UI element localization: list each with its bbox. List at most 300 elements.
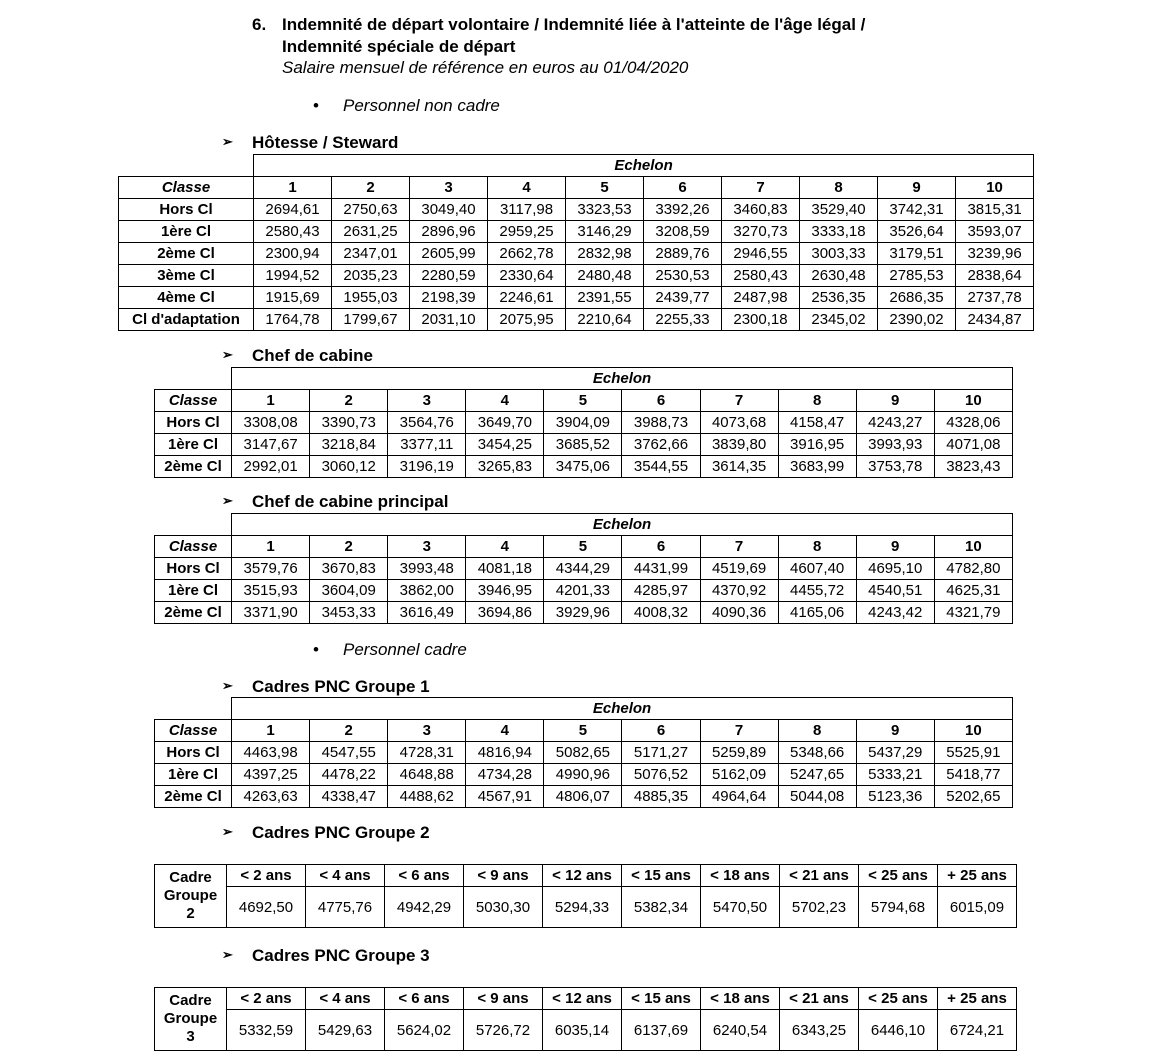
salary-cell: 3049,40 <box>410 199 488 221</box>
seniority-column-header: < 15 ans <box>622 865 701 887</box>
salary-cell: 2480,48 <box>566 265 644 287</box>
row-class-label: Hors Cl <box>155 558 232 580</box>
salary-cell: 2580,43 <box>722 265 800 287</box>
salary-cell: 2959,25 <box>488 221 566 243</box>
salary-cell: 6015,09 <box>938 887 1017 928</box>
salary-cell: 4328,06 <box>934 412 1012 434</box>
row-class-label: 1ère Cl <box>119 221 254 243</box>
salary-cell: 4567,91 <box>466 786 544 808</box>
echelon-column-header: 5 <box>566 177 644 199</box>
salary-cell: 4885,35 <box>622 786 700 808</box>
seniority-column-header: < 9 ans <box>464 988 543 1010</box>
empty-corner-cell <box>155 698 232 720</box>
arrow-bullet-icon: ➢ <box>222 824 233 839</box>
section-label: Hôtesse / Steward <box>252 133 399 152</box>
echelon-column-header: 8 <box>778 536 856 558</box>
echelon-header: Echelon <box>232 698 1013 720</box>
echelon-column-header: 2 <box>310 390 388 412</box>
cadre-groupe-label-line: Groupe <box>163 887 218 904</box>
salary-cell: 3526,64 <box>878 221 956 243</box>
seniority-column-header: < 4 ans <box>306 988 385 1010</box>
salary-cell: 2300,94 <box>254 243 332 265</box>
salary-cell: 3683,99 <box>778 456 856 478</box>
echelon-column-header: 4 <box>488 177 566 199</box>
salary-cell: 3208,59 <box>644 221 722 243</box>
empty-corner-cell <box>155 514 232 536</box>
echelon-column-header: 9 <box>856 536 934 558</box>
subtitle: Salaire mensuel de référence en euros au 01/04/2020 <box>282 58 689 77</box>
salary-cell: 4243,42 <box>856 602 934 624</box>
echelon-column-header: 3 <box>388 390 466 412</box>
salary-cell: 2300,18 <box>722 309 800 331</box>
salary-cell: 5382,34 <box>622 887 701 928</box>
section-chef-de-cabine <box>222 346 622 368</box>
table-row <box>119 199 1034 221</box>
salary-cell: 3988,73 <box>622 412 700 434</box>
salary-cell: 4397,25 <box>232 764 310 786</box>
echelon-column-header: 3 <box>388 536 466 558</box>
echelon-column-header: 9 <box>878 177 956 199</box>
salary-cell: 3564,76 <box>388 412 466 434</box>
salary-cell: 4008,32 <box>622 602 700 624</box>
section-label: Cadres PNC Groupe 3 <box>252 946 430 965</box>
salary-cell: 6137,69 <box>622 1010 701 1051</box>
salary-cell: 4285,97 <box>622 580 700 602</box>
salary-cell: 2330,64 <box>488 265 566 287</box>
table-row <box>155 887 1017 928</box>
salary-cell: 3323,53 <box>566 199 644 221</box>
echelon-column-header: 6 <box>622 720 700 742</box>
salary-cell: 2630,48 <box>800 265 878 287</box>
salary-cell: 3604,09 <box>310 580 388 602</box>
salary-cell: 3003,33 <box>800 243 878 265</box>
section-label: Cadres PNC Groupe 2 <box>252 823 430 842</box>
section-title-line-2: Indemnité spéciale de départ <box>282 37 516 56</box>
salary-cell: 1994,52 <box>254 265 332 287</box>
table-chef-de-cabine-principal <box>154 513 1013 624</box>
seniority-column-header: + 25 ans <box>938 865 1017 887</box>
salary-cell: 1764,78 <box>254 309 332 331</box>
salary-cell: 3333,18 <box>800 221 878 243</box>
echelon-column-header: 6 <box>622 536 700 558</box>
salary-cell: 4321,79 <box>934 602 1012 624</box>
salary-cell: 3196,19 <box>388 456 466 478</box>
salary-cell: 4073,68 <box>700 412 778 434</box>
salary-cell: 5162,09 <box>700 764 778 786</box>
salary-cell: 1955,03 <box>332 287 410 309</box>
salary-cell: 2992,01 <box>232 456 310 478</box>
salary-cell: 3371,90 <box>232 602 310 624</box>
salary-cell: 5333,21 <box>856 764 934 786</box>
salary-cell: 3579,76 <box>232 558 310 580</box>
table-row <box>119 265 1034 287</box>
table-row <box>119 221 1034 243</box>
seniority-column-header: < 12 ans <box>543 988 622 1010</box>
table-row <box>119 287 1034 309</box>
seniority-column-header: < 18 ans <box>701 988 780 1010</box>
salary-cell: 3377,11 <box>388 434 466 456</box>
salary-cell: 4775,76 <box>306 887 385 928</box>
salary-cell: 6035,14 <box>543 1010 622 1051</box>
salary-cell: 3117,98 <box>488 199 566 221</box>
salary-cell: 2832,98 <box>566 243 644 265</box>
salary-cell: 4201,33 <box>544 580 622 602</box>
salary-cell: 5332,59 <box>227 1010 306 1051</box>
salary-cell: 2487,98 <box>722 287 800 309</box>
row-class-label: 1ère Cl <box>155 764 232 786</box>
section-chef-de-cabine-principal <box>222 492 622 514</box>
echelon-column-header: 3 <box>388 720 466 742</box>
table-row <box>155 602 1013 624</box>
seniority-column-header: < 12 ans <box>543 865 622 887</box>
salary-cell: 4695,10 <box>856 558 934 580</box>
echelon-column-header: 2 <box>310 536 388 558</box>
salary-cell: 2605,99 <box>410 243 488 265</box>
salary-cell: 2785,53 <box>878 265 956 287</box>
salary-cell: 4263,63 <box>232 786 310 808</box>
seniority-column-header: < 25 ans <box>859 988 938 1010</box>
salary-cell: 4519,69 <box>700 558 778 580</box>
echelon-header-row <box>155 698 1013 720</box>
arrow-bullet-icon: ➢ <box>222 493 233 508</box>
salary-cell: 4806,07 <box>544 786 622 808</box>
seniority-header-row <box>155 865 1017 887</box>
salary-cell: 3392,26 <box>644 199 722 221</box>
salary-cell: 3614,35 <box>700 456 778 478</box>
salary-cell: 2536,35 <box>800 287 878 309</box>
seniority-column-header: < 6 ans <box>385 865 464 887</box>
salary-cell: 2896,96 <box>410 221 488 243</box>
salary-cell: 3993,48 <box>388 558 466 580</box>
echelon-column-header: 10 <box>934 720 1012 742</box>
salary-cell: 3147,67 <box>232 434 310 456</box>
salary-cell: 5076,52 <box>622 764 700 786</box>
row-class-label: 2ème Cl <box>155 786 232 808</box>
salary-cell: 1915,69 <box>254 287 332 309</box>
salary-cell: 2750,63 <box>332 199 410 221</box>
salary-cell: 3685,52 <box>544 434 622 456</box>
salary-cell: 5294,33 <box>543 887 622 928</box>
salary-cell: 3270,73 <box>722 221 800 243</box>
salary-cell: 2280,59 <box>410 265 488 287</box>
salary-cell: 4607,40 <box>778 558 856 580</box>
salary-cell: 4547,55 <box>310 742 388 764</box>
echelon-column-header: 6 <box>622 390 700 412</box>
salary-cell: 2198,39 <box>410 287 488 309</box>
seniority-column-header: < 4 ans <box>306 865 385 887</box>
echelon-header-row <box>119 155 1034 177</box>
salary-cell: 3454,25 <box>466 434 544 456</box>
salary-cell: 5044,08 <box>778 786 856 808</box>
salary-cell: 2345,02 <box>800 309 878 331</box>
table-row <box>155 434 1013 456</box>
echelon-column-header: 1 <box>232 390 310 412</box>
salary-cell: 2580,43 <box>254 221 332 243</box>
row-class-label: 2ème Cl <box>155 456 232 478</box>
echelon-header: Echelon <box>232 514 1013 536</box>
empty-corner-cell <box>119 155 254 177</box>
salary-cell: 4734,28 <box>466 764 544 786</box>
table-row <box>119 309 1034 331</box>
salary-cell: 3946,95 <box>466 580 544 602</box>
salary-cell: 4728,31 <box>388 742 466 764</box>
salary-cell: 4071,08 <box>934 434 1012 456</box>
row-class-label: 1ère Cl <box>155 434 232 456</box>
salary-cell: 2439,77 <box>644 287 722 309</box>
table-row <box>155 764 1013 786</box>
row-class-label: Hors Cl <box>119 199 254 221</box>
arrow-bullet-icon: ➢ <box>222 947 233 962</box>
salary-cell: 3862,00 <box>388 580 466 602</box>
row-class-label: 1ère Cl <box>155 580 232 602</box>
echelon-column-header: 8 <box>778 720 856 742</box>
echelon-column-header: 1 <box>232 536 310 558</box>
salary-cell: 3453,33 <box>310 602 388 624</box>
salary-cell: 4455,72 <box>778 580 856 602</box>
salary-cell: 2838,64 <box>956 265 1034 287</box>
salary-cell: 2737,78 <box>956 287 1034 309</box>
bullet-label: Personnel non cadre <box>343 96 500 115</box>
echelon-column-header: 9 <box>856 390 934 412</box>
echelon-column-header: 1 <box>232 720 310 742</box>
row-class-label: 2ème Cl <box>119 243 254 265</box>
salary-cell: 3529,40 <box>800 199 878 221</box>
salary-cell: 3929,96 <box>544 602 622 624</box>
salary-cell: 2631,25 <box>332 221 410 243</box>
salary-cell: 3762,66 <box>622 434 700 456</box>
salary-cell: 3179,51 <box>878 243 956 265</box>
seniority-column-header: < 21 ans <box>780 865 859 887</box>
echelon-column-header: 10 <box>934 390 1012 412</box>
seniority-column-header: < 25 ans <box>859 865 938 887</box>
salary-cell: 2210,64 <box>566 309 644 331</box>
salary-cell: 3308,08 <box>232 412 310 434</box>
row-class-label: 4ème Cl <box>119 287 254 309</box>
salary-cell: 3390,73 <box>310 412 388 434</box>
salary-cell: 3649,70 <box>466 412 544 434</box>
salary-cell: 5247,65 <box>778 764 856 786</box>
salary-cell: 3670,83 <box>310 558 388 580</box>
table-row <box>155 1010 1017 1051</box>
column-header-row <box>155 390 1013 412</box>
salary-cell: 3265,83 <box>466 456 544 478</box>
salary-cell: 6446,10 <box>859 1010 938 1051</box>
salary-cell: 3916,95 <box>778 434 856 456</box>
seniority-column-header: < 21 ans <box>780 988 859 1010</box>
salary-cell: 4540,51 <box>856 580 934 602</box>
row-class-label: 3ème Cl <box>119 265 254 287</box>
arrow-bullet-icon: ➢ <box>222 678 233 693</box>
seniority-header-row <box>155 988 1017 1010</box>
bullet-icon: • <box>313 640 319 659</box>
salary-cell: 2434,87 <box>956 309 1034 331</box>
salary-cell: 5624,02 <box>385 1010 464 1051</box>
salary-cell: 4081,18 <box>466 558 544 580</box>
table-chef-de-cabine <box>154 367 1013 478</box>
seniority-column-header: < 15 ans <box>622 988 701 1010</box>
salary-cell: 5429,63 <box>306 1010 385 1051</box>
cadre-groupe-label-line: Cadre <box>169 869 212 886</box>
salary-cell: 2686,35 <box>878 287 956 309</box>
salary-cell: 4478,22 <box>310 764 388 786</box>
salary-cell: 4964,64 <box>700 786 778 808</box>
echelon-column-header: 7 <box>700 536 778 558</box>
cadre-groupe-label-line: 3 <box>186 1028 195 1045</box>
salary-cell: 3460,83 <box>722 199 800 221</box>
echelon-column-header: 7 <box>700 390 778 412</box>
salary-cell: 6724,21 <box>938 1010 1017 1051</box>
table-row <box>155 786 1013 808</box>
section-hotesse-steward <box>222 133 622 155</box>
echelon-header: Echelon <box>232 368 1013 390</box>
section-title-line-1: Indemnité de départ volontaire / Indemnité liée à l'atteinte de l'âge légal / <box>282 15 866 34</box>
salary-cell: 4338,47 <box>310 786 388 808</box>
salary-cell: 4090,36 <box>700 602 778 624</box>
salary-cell: 5030,30 <box>464 887 543 928</box>
salary-cell: 5437,29 <box>856 742 934 764</box>
salary-cell: 2694,61 <box>254 199 332 221</box>
echelon-column-header: 8 <box>800 177 878 199</box>
salary-cell: 4488,62 <box>388 786 466 808</box>
cadre-groupe-label-line: 2 <box>186 905 195 922</box>
cadre-groupe-label-line: Groupe <box>163 1010 218 1027</box>
bullet-icon: • <box>313 96 319 115</box>
table-row <box>155 558 1013 580</box>
salary-cell: 4431,99 <box>622 558 700 580</box>
row-class-label: Hors Cl <box>155 742 232 764</box>
salary-cell: 3616,49 <box>388 602 466 624</box>
bullet-personnel-cadre <box>313 640 613 662</box>
salary-cell: 3544,55 <box>622 456 700 478</box>
column-header-row <box>155 536 1013 558</box>
salary-cell: 2075,95 <box>488 309 566 331</box>
seniority-column-header: < 9 ans <box>464 865 543 887</box>
classe-header: Classe <box>155 390 232 412</box>
section-label: Chef de cabine principal <box>252 492 449 511</box>
salary-cell: 4782,80 <box>934 558 1012 580</box>
echelon-column-header: 5 <box>544 720 622 742</box>
salary-cell: 2031,10 <box>410 309 488 331</box>
table-cadres-pnc-groupe-3 <box>154 987 1017 1051</box>
section-label: Chef de cabine <box>252 346 373 365</box>
salary-cell: 4344,29 <box>544 558 622 580</box>
salary-cell: 5259,89 <box>700 742 778 764</box>
salary-cell: 5726,72 <box>464 1010 543 1051</box>
echelon-header: Echelon <box>254 155 1034 177</box>
salary-cell: 5202,65 <box>934 786 1012 808</box>
salary-cell: 3515,93 <box>232 580 310 602</box>
table-row <box>155 742 1013 764</box>
column-header-row <box>155 720 1013 742</box>
salary-cell: 3823,43 <box>934 456 1012 478</box>
salary-cell: 4165,06 <box>778 602 856 624</box>
seniority-column-header: < 18 ans <box>701 865 780 887</box>
salary-cell: 3475,06 <box>544 456 622 478</box>
echelon-column-header: 3 <box>410 177 488 199</box>
salary-cell: 6343,25 <box>780 1010 859 1051</box>
section-number: 6. <box>252 15 267 34</box>
salary-cell: 3593,07 <box>956 221 1034 243</box>
cadre-groupe-label-line: Cadre <box>169 992 212 1009</box>
table-row <box>155 412 1013 434</box>
salary-cell: 2035,23 <box>332 265 410 287</box>
salary-cell: 3694,86 <box>466 602 544 624</box>
salary-cell: 2391,55 <box>566 287 644 309</box>
salary-cell: 4463,98 <box>232 742 310 764</box>
seniority-column-header: < 2 ans <box>227 865 306 887</box>
salary-cell: 5525,91 <box>934 742 1012 764</box>
echelon-column-header: 5 <box>544 390 622 412</box>
salary-cell: 4158,47 <box>778 412 856 434</box>
echelon-column-header: 7 <box>700 720 778 742</box>
arrow-bullet-icon: ➢ <box>222 347 233 362</box>
salary-cell: 4625,31 <box>934 580 1012 602</box>
row-class-label: Hors Cl <box>155 412 232 434</box>
salary-cell: 2889,76 <box>644 243 722 265</box>
salary-cell: 5794,68 <box>859 887 938 928</box>
salary-cell: 2246,61 <box>488 287 566 309</box>
echelon-column-header: 6 <box>644 177 722 199</box>
echelon-header-row <box>155 368 1013 390</box>
bullet-personnel-non-cadre <box>313 96 613 118</box>
salary-cell: 6240,54 <box>701 1010 780 1051</box>
salary-cell: 5123,36 <box>856 786 934 808</box>
section-label: Cadres PNC Groupe 1 <box>252 677 430 696</box>
echelon-column-header: 1 <box>254 177 332 199</box>
salary-cell: 3218,84 <box>310 434 388 456</box>
cadre-groupe-label <box>155 988 227 1051</box>
salary-cell: 3993,93 <box>856 434 934 456</box>
echelon-column-header: 9 <box>856 720 934 742</box>
table-row <box>119 243 1034 265</box>
salary-cell: 2530,53 <box>644 265 722 287</box>
salary-cell: 4816,94 <box>466 742 544 764</box>
salary-cell: 5171,27 <box>622 742 700 764</box>
echelon-column-header: 2 <box>332 177 410 199</box>
salary-cell: 3239,96 <box>956 243 1034 265</box>
salary-cell: 4990,96 <box>544 764 622 786</box>
salary-cell: 3839,80 <box>700 434 778 456</box>
salary-cell: 4243,27 <box>856 412 934 434</box>
echelon-column-header: 7 <box>722 177 800 199</box>
seniority-column-header: < 6 ans <box>385 988 464 1010</box>
salary-cell: 1799,67 <box>332 309 410 331</box>
echelon-column-header: 2 <box>310 720 388 742</box>
column-header-row <box>119 177 1034 199</box>
section-cadres-pnc-groupe-3 <box>222 946 622 968</box>
seniority-column-header: + 25 ans <box>938 988 1017 1010</box>
table-row <box>155 580 1013 602</box>
bullet-label: Personnel cadre <box>343 640 467 659</box>
salary-cell: 5348,66 <box>778 742 856 764</box>
table-row <box>155 456 1013 478</box>
salary-cell: 3742,31 <box>878 199 956 221</box>
section-cadres-pnc-groupe-2 <box>222 823 622 845</box>
echelon-column-header: 4 <box>466 390 544 412</box>
empty-corner-cell <box>155 368 232 390</box>
salary-cell: 5702,23 <box>780 887 859 928</box>
classe-header: Classe <box>155 536 232 558</box>
salary-cell: 5470,50 <box>701 887 780 928</box>
classe-header: Classe <box>155 720 232 742</box>
salary-cell: 4370,92 <box>700 580 778 602</box>
salary-cell: 3060,12 <box>310 456 388 478</box>
salary-cell: 2946,55 <box>722 243 800 265</box>
salary-cell: 3753,78 <box>856 456 934 478</box>
echelon-column-header: 4 <box>466 720 544 742</box>
cadre-groupe-label <box>155 865 227 928</box>
echelon-header-row <box>155 514 1013 536</box>
